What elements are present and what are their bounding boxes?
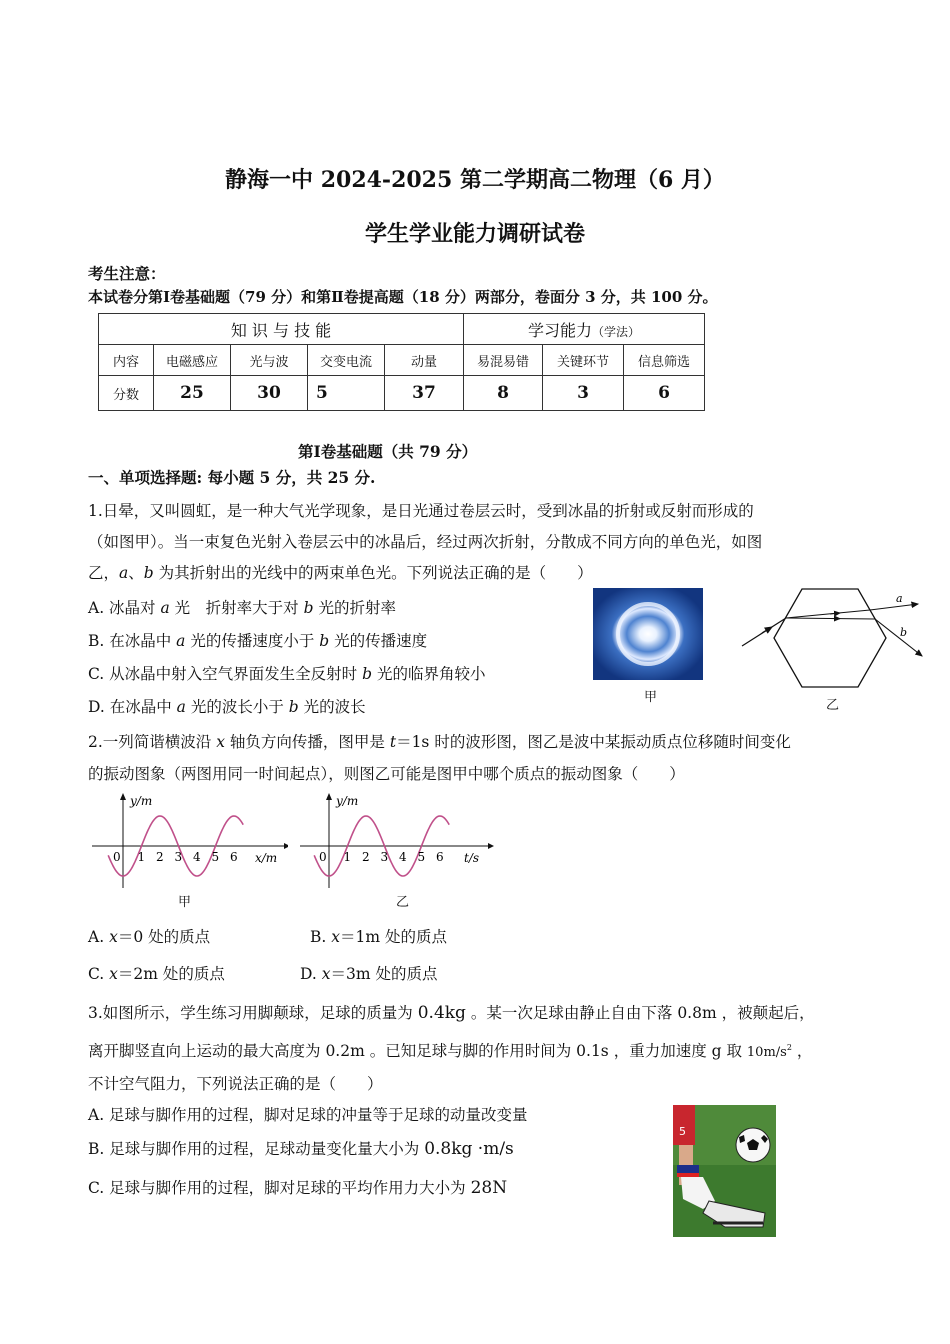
notice-text: 本试卷分第Ⅰ卷基础题（79 分）和第Ⅱ卷提高题（18 分）两部分，卷面分 3 分，共 100 分。 [88, 288, 718, 306]
ability-header [464, 314, 705, 345]
opt-text: C. [88, 965, 110, 983]
q3-line3: 不计空气阻力，下列说法正确的是（ ） [88, 1075, 383, 1093]
opt-text: 光的临界角较小 [372, 665, 486, 683]
opt-text: 处的质点 [380, 928, 447, 946]
inner-arrow-a [830, 613, 840, 614]
tick-label: 2 [362, 850, 370, 864]
opt-text: A. 冰晶对 [88, 599, 161, 617]
q3-option-b [88, 1137, 514, 1159]
incident-arrow [762, 627, 772, 633]
tick-label: 0 [113, 850, 121, 864]
var-a: a [119, 564, 129, 582]
col-header: 电磁感应 [154, 345, 231, 376]
exit-ray-a [870, 604, 918, 610]
col-header: 动量 [385, 345, 464, 376]
tick-label: 5 [211, 850, 220, 864]
opt-value: 28N [470, 1178, 508, 1198]
graph-caption-jia: 甲 [178, 895, 192, 910]
opt-text: 光的传播速度 [329, 632, 428, 650]
q1-line3-sep: 、 [128, 564, 144, 582]
q2-text: ＝1s [396, 733, 430, 751]
row-label-content: 内容 [99, 345, 154, 376]
var-x: x [109, 965, 118, 983]
var-a: a [176, 698, 186, 716]
x-axis-arrow [284, 843, 288, 849]
var-t: t [389, 733, 397, 751]
q1-line3-post: 为其折射出的光线中的两束单色光。下列说法正确的是（ ） [153, 564, 593, 582]
tick-label: 2 [156, 850, 164, 864]
var-b: b [303, 599, 314, 617]
q3-option-c [88, 1176, 507, 1198]
opt-text: ＝2m [117, 965, 158, 983]
var-b: b [362, 665, 373, 683]
opt-text: 光的波长小于 [185, 698, 289, 716]
opt-text: 光的传播速度小于 [185, 632, 320, 650]
halo-photo [593, 588, 703, 680]
score-cell: 5 [308, 376, 385, 411]
q1-option-a [88, 596, 396, 618]
var-x: x [321, 965, 331, 983]
var-x: x [216, 733, 225, 751]
opt-text: C. 足球与脚作用的过程，脚对足球的平均作用力大小为 [88, 1179, 471, 1197]
t-label: t/s [464, 851, 480, 865]
tick-label: 1 [137, 850, 146, 864]
opt-text: 光的折射率 [313, 599, 396, 617]
hexagon-diagram [740, 584, 930, 694]
sock-band [677, 1165, 699, 1173]
row-label-score: 分数 [99, 376, 154, 411]
opt-text: 处的质点 [157, 965, 225, 983]
q1-option-c [88, 662, 485, 684]
col-header: 信息筛选 [624, 345, 705, 376]
q2-text: 轴负方向传播，图甲是 [224, 733, 390, 751]
q2-text: 2.一列简谐横波沿 [88, 733, 217, 751]
q2-option-a [88, 925, 210, 947]
opt-value: 0.8kg ·m/s [424, 1139, 514, 1159]
q1-line1: 1.日晕，又叫圆虹，是一种大气光学现象，是日光通过卷层云时，受到冰晶的折射或反射而形成的 [88, 502, 754, 520]
opt-text: C. 从冰晶中射入空气界面发生全反射时 [88, 665, 363, 683]
var-x: x [331, 928, 340, 946]
var-a: a [176, 632, 186, 650]
knowledge-header: 知 识 与 技 能 [99, 314, 464, 345]
score-cell: 6 [624, 376, 705, 411]
opt-text: 处的质点 [143, 928, 211, 946]
hexagon [774, 589, 886, 687]
opt-text: ＝1m [340, 928, 381, 946]
q3-text: 。已知足球与脚的作用时间为 [364, 1042, 577, 1060]
col-header: 易混易错 [464, 345, 543, 376]
sock-band-red [677, 1173, 699, 1177]
y-label: y/m [336, 794, 359, 808]
q2-option-d [300, 962, 437, 984]
ray-label-b: b [900, 626, 908, 639]
var-b: b [143, 564, 154, 582]
q1-line3 [88, 561, 593, 583]
opt-text: D. [300, 965, 322, 983]
football-photo [673, 1105, 776, 1237]
ability-header-sub: （学法） [592, 324, 641, 339]
page-title: 静海一中 2024-2025 第二学期高二物理（6 月） [225, 167, 725, 193]
q3-line1 [88, 1001, 815, 1023]
y-axis-arrow [120, 793, 126, 800]
q3-text: 。某一次足球由静止自由下落 [465, 1004, 678, 1022]
q1-option-d [88, 695, 366, 717]
fig-caption-jia: 甲 [644, 690, 658, 705]
ability-header-text: 学习能力 [527, 320, 592, 340]
tick-label: 4 [193, 850, 201, 864]
q3-gravity-exp: 2 [786, 1042, 792, 1052]
graph-caption-yi: 乙 [396, 895, 410, 910]
tick-label: 3 [174, 850, 183, 864]
q3-text: ，重力加速度 g 取 [608, 1042, 747, 1060]
opt-text: 光 折射率大于对 [169, 599, 304, 617]
q3-text: ，被颠起后， [716, 1004, 815, 1022]
page-subtitle: 学生学业能力调研试卷 [364, 221, 585, 247]
score-cell: 3 [543, 376, 624, 411]
q3-height: 0.2m [325, 1042, 365, 1060]
q3-time: 0.1s [576, 1042, 609, 1060]
q3-text: ， [791, 1042, 813, 1060]
halo-sky [593, 588, 703, 680]
col-header: 关键环节 [543, 345, 624, 376]
q3-line2 [88, 1039, 812, 1061]
tick-label: 6 [436, 850, 444, 864]
tick-label: 3 [380, 850, 389, 864]
q3-text: 3.如图所示，学生练习用脚颠球，足球的质量为 [88, 1004, 418, 1022]
opt-text: B. 在冰晶中 [88, 632, 177, 650]
inner-ray-a [786, 610, 870, 618]
x-label: x/m [255, 851, 278, 865]
q1-option-b [88, 629, 427, 651]
score-cell: 30 [231, 376, 308, 411]
opt-text: ＝0 [117, 928, 144, 946]
tick-label: 4 [399, 850, 407, 864]
jersey-number: 5 [679, 1125, 686, 1138]
q2-text: 时的波形图，图乙是波中某振动质点位移随时间变化 [429, 733, 791, 751]
col-header: 光与波 [231, 345, 308, 376]
col-header: 交变电流 [308, 345, 385, 376]
y-label: y/m [130, 794, 153, 808]
y-axis-arrow [326, 793, 332, 800]
var-b: b [288, 698, 299, 716]
notice-label: 考生注意： [88, 264, 166, 283]
q3-gravity: 10m/s [746, 1045, 787, 1060]
wave-graph-jia [88, 790, 288, 890]
opt-text: ＝3m [330, 965, 371, 983]
opt-text: D. 在冰晶中 [88, 698, 177, 716]
var-a: a [160, 599, 170, 617]
var-x: x [109, 928, 118, 946]
tick-label: 5 [417, 850, 426, 864]
opt-text: B. [310, 928, 332, 946]
tick-label: 0 [319, 850, 327, 864]
q1-line3-pre: 乙， [88, 564, 120, 582]
q2-line1 [88, 730, 791, 752]
score-table [98, 313, 705, 411]
q2-option-b [310, 925, 447, 947]
score-cell: 37 [385, 376, 464, 411]
opt-text: 处的质点 [370, 965, 438, 983]
tick-label: 1 [343, 850, 352, 864]
var-b: b [319, 632, 330, 650]
q3-option-a: A. 足球与脚作用的过程，脚对足球的冲量等于足球的动量改变量 [88, 1106, 528, 1124]
tick-label: 6 [230, 850, 238, 864]
opt-text: B. 足球与脚作用的过程，足球动量变化量大小为 [88, 1140, 425, 1158]
fig-caption-yi: 乙 [826, 698, 840, 713]
section1-title: 一、单项选择题: 每小题 5 分，共 25 分. [88, 468, 376, 487]
q2-option-c [88, 962, 225, 984]
exit-ray-b [875, 619, 922, 656]
q2-line2: 的振动图象（两图用同一时间起点），则图乙可能是图甲中哪个质点的振动图象（ ） [88, 765, 685, 783]
q3-text: 离开脚竖直向上运动的最大高度为 [88, 1042, 326, 1060]
score-cell: 8 [464, 376, 543, 411]
part1-title: 第Ⅰ卷基础题（共 79 分） [298, 442, 478, 461]
q3-height: 0.8m [677, 1004, 717, 1022]
q3-mass: 0.4kg [417, 1003, 466, 1023]
opt-text: 光的波长 [298, 698, 366, 716]
t-axis-arrow [488, 843, 494, 849]
opt-text: A. [88, 928, 110, 946]
score-cell: 25 [154, 376, 231, 411]
wave-graph-yi [296, 790, 496, 890]
q1-line2: （如图甲）。当一束复色光射入卷层云中的冰晶后，经过两次折射，分散成不同方向的单色光，如图 [88, 533, 763, 551]
ray-label-a: a [896, 592, 903, 605]
